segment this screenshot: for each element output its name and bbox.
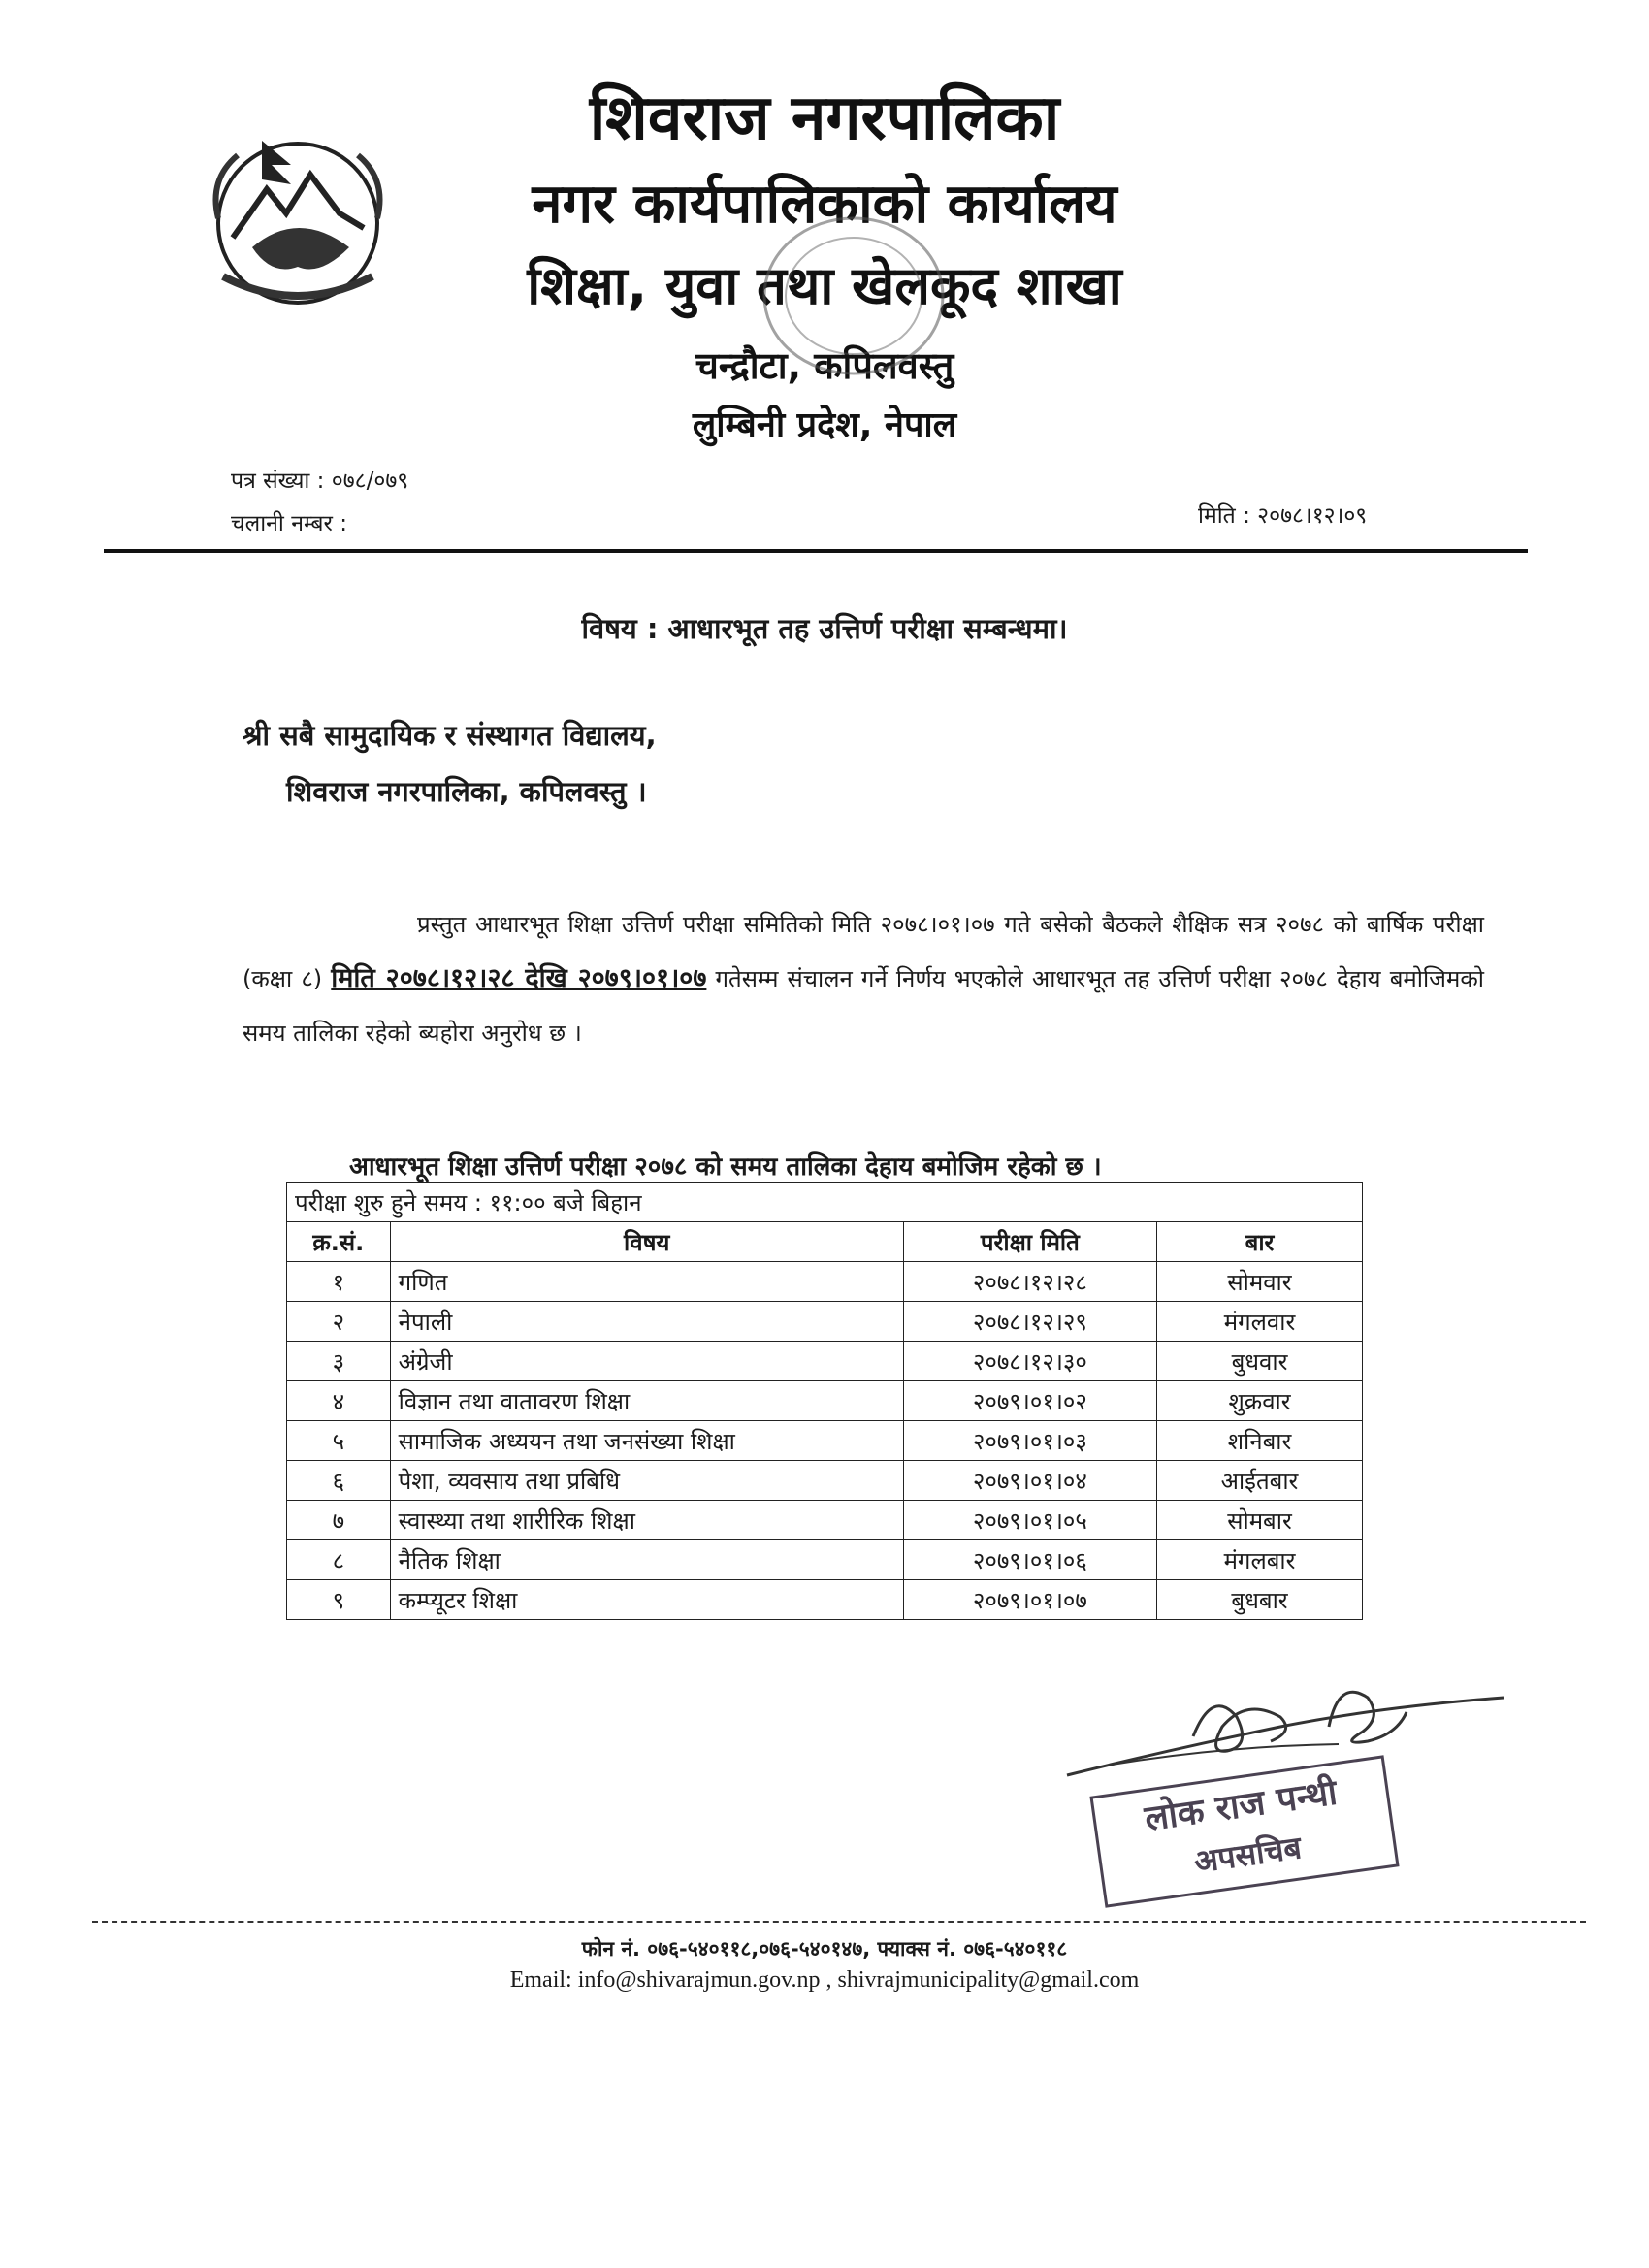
table-header-row xyxy=(287,1222,1363,1262)
table-row xyxy=(287,1381,1363,1421)
row-subject: कम्प्यूटर शिक्षा xyxy=(390,1580,903,1620)
row-date: २०७९।०१।०७ xyxy=(903,1580,1156,1620)
body-paragraph xyxy=(242,897,1484,1060)
recipient-line-1: श्री सबै सामुदायिक र संस्थागत विद्यालय, xyxy=(242,719,657,752)
table-row xyxy=(287,1342,1363,1381)
schedule-caption: आधारभूत शिक्षा उत्तिर्ण परीक्षा २०७८ को समय तालिका देहाय बमोजिम रहेको छ । xyxy=(349,1152,1102,1182)
row-date: २०७९।०१।०२ xyxy=(903,1381,1156,1421)
row-subject: सामाजिक अध्ययन तथा जनसंख्या शिक्षा xyxy=(390,1421,903,1461)
row-subject: नेपाली xyxy=(390,1302,903,1342)
signatory-name: लोक राज पन्थी xyxy=(1142,1772,1340,1839)
footer-email: Email: info@shivarajmun.gov.np , shivrajmunicipality@gmail.com xyxy=(509,1967,1140,1993)
footer-divider xyxy=(92,1921,1586,1923)
row-subject: गणित xyxy=(390,1262,903,1302)
row-date: २०७९।०१।०६ xyxy=(903,1540,1156,1580)
table-row xyxy=(287,1461,1363,1501)
row-day: मंगलबार xyxy=(1157,1540,1363,1580)
header-day: बार xyxy=(1157,1222,1363,1262)
province-line: लुम्बिनी प्रदेश, नेपाल xyxy=(692,405,957,445)
start-time-row xyxy=(287,1183,1363,1222)
signatory-title: अपसचिब xyxy=(1191,1829,1305,1881)
row-day: शनिबार xyxy=(1157,1421,1363,1461)
row-day: आईतबार xyxy=(1157,1461,1363,1501)
table-row xyxy=(287,1421,1363,1461)
body-text-part-2: गतेसम्म संचालन गर्ने निर्णय भएकोले आधारभूत तह उत्तिर्ण परीक्षा २०७८ देहाय बमोजिमको समय तालिका रहेको ब्यहोरा अनुरोध छ । xyxy=(242,965,1484,1047)
row-serial: ९ xyxy=(287,1580,391,1620)
row-serial: ६ xyxy=(287,1461,391,1501)
row-subject: स्वास्थ्या तथा शारीरिक शिक्षा xyxy=(390,1501,903,1540)
letter-number: पत्र संख्या : ०७८/०७९ xyxy=(231,469,409,494)
row-serial: १ xyxy=(287,1262,391,1302)
row-date: २०७८।१२।२९ xyxy=(903,1302,1156,1342)
dispatch-number: चलानी नम्बर : xyxy=(231,511,348,536)
nepal-emblem-logo xyxy=(194,121,403,315)
row-day: बुधवार xyxy=(1157,1342,1363,1381)
row-serial: ४ xyxy=(287,1381,391,1421)
exam-date-range: मिति २०७८।१२।२८ देखि २०७९।०१।०७ xyxy=(331,963,707,993)
row-serial: २ xyxy=(287,1302,391,1342)
table-row xyxy=(287,1540,1363,1580)
table-row xyxy=(287,1501,1363,1540)
address-line: चन्द्रौटा, कपिलवस्तु xyxy=(695,344,954,387)
table-row xyxy=(287,1262,1363,1302)
footer-phone: फोन नं. ०७६-५४०११८,०७६-५४०१४७, फ्याक्स नं. ०७६-५४०११८ xyxy=(581,1937,1068,1960)
row-day: बुधबार xyxy=(1157,1580,1363,1620)
row-date: २०७९।०१।०३ xyxy=(903,1421,1156,1461)
recipient-line-2: शिवराज नगरपालिका, कपिलवस्तु । xyxy=(286,775,647,808)
row-serial: ७ xyxy=(287,1501,391,1540)
row-date: २०७८।१२।२८ xyxy=(903,1262,1156,1302)
schedule-table xyxy=(286,1182,1363,1620)
row-day: सोमवार xyxy=(1157,1262,1363,1302)
row-subject: विज्ञान तथा वातावरण शिक्षा xyxy=(390,1381,903,1421)
row-serial: ५ xyxy=(287,1421,391,1461)
header-subject: विषय xyxy=(390,1222,903,1262)
row-subject: अंग्रेजी xyxy=(390,1342,903,1381)
table-row xyxy=(287,1302,1363,1342)
subject-line: विषय : आधारभूत तह उत्तिर्ण परीक्षा सम्बन्धमा। xyxy=(581,612,1068,645)
row-date: २०७८।१२।३० xyxy=(903,1342,1156,1381)
header-divider xyxy=(104,549,1528,553)
header-serial: क्र.सं. xyxy=(287,1222,391,1262)
start-time-cell: परीक्षा शुरु हुने समय : ११:०० बजे बिहान xyxy=(287,1183,1363,1222)
letter-date: मिति : २०७८।१२।०९ xyxy=(1198,503,1368,529)
office-round-stamp xyxy=(757,209,951,383)
table-row xyxy=(287,1580,1363,1620)
row-day: सोमबार xyxy=(1157,1501,1363,1540)
section-name: शिक्षा, युवा तथा खेलकूद शाखा xyxy=(527,255,1122,316)
row-date: २०७९।०१।०४ xyxy=(903,1461,1156,1501)
row-day: मंगलवार xyxy=(1157,1302,1363,1342)
row-date: २०७९।०१।०५ xyxy=(903,1501,1156,1540)
body-text-part-1: प्रस्तुत आधारभूत शिक्षा उत्तिर्ण परीक्षा समितिको मिति २०७८।०१।०७ गते बसेको बैठकले शैक्षिक सत्र २०७८ को बार्षिक परीक्षा (कक्षा ८) xyxy=(242,911,1484,992)
office-name: नगर कार्यपालिकाको कार्यालय xyxy=(532,173,1117,236)
municipality-name: शिवराज नगरपालिका xyxy=(589,82,1060,154)
header-exam-date: परीक्षा मिति xyxy=(903,1222,1156,1262)
row-serial: ३ xyxy=(287,1342,391,1381)
row-day: शुक्रवार xyxy=(1157,1381,1363,1421)
row-subject: नैतिक शिक्षा xyxy=(390,1540,903,1580)
row-subject: पेशा, व्यवसाय तथा प्रबिधि xyxy=(390,1461,903,1501)
row-serial: ८ xyxy=(287,1540,391,1580)
